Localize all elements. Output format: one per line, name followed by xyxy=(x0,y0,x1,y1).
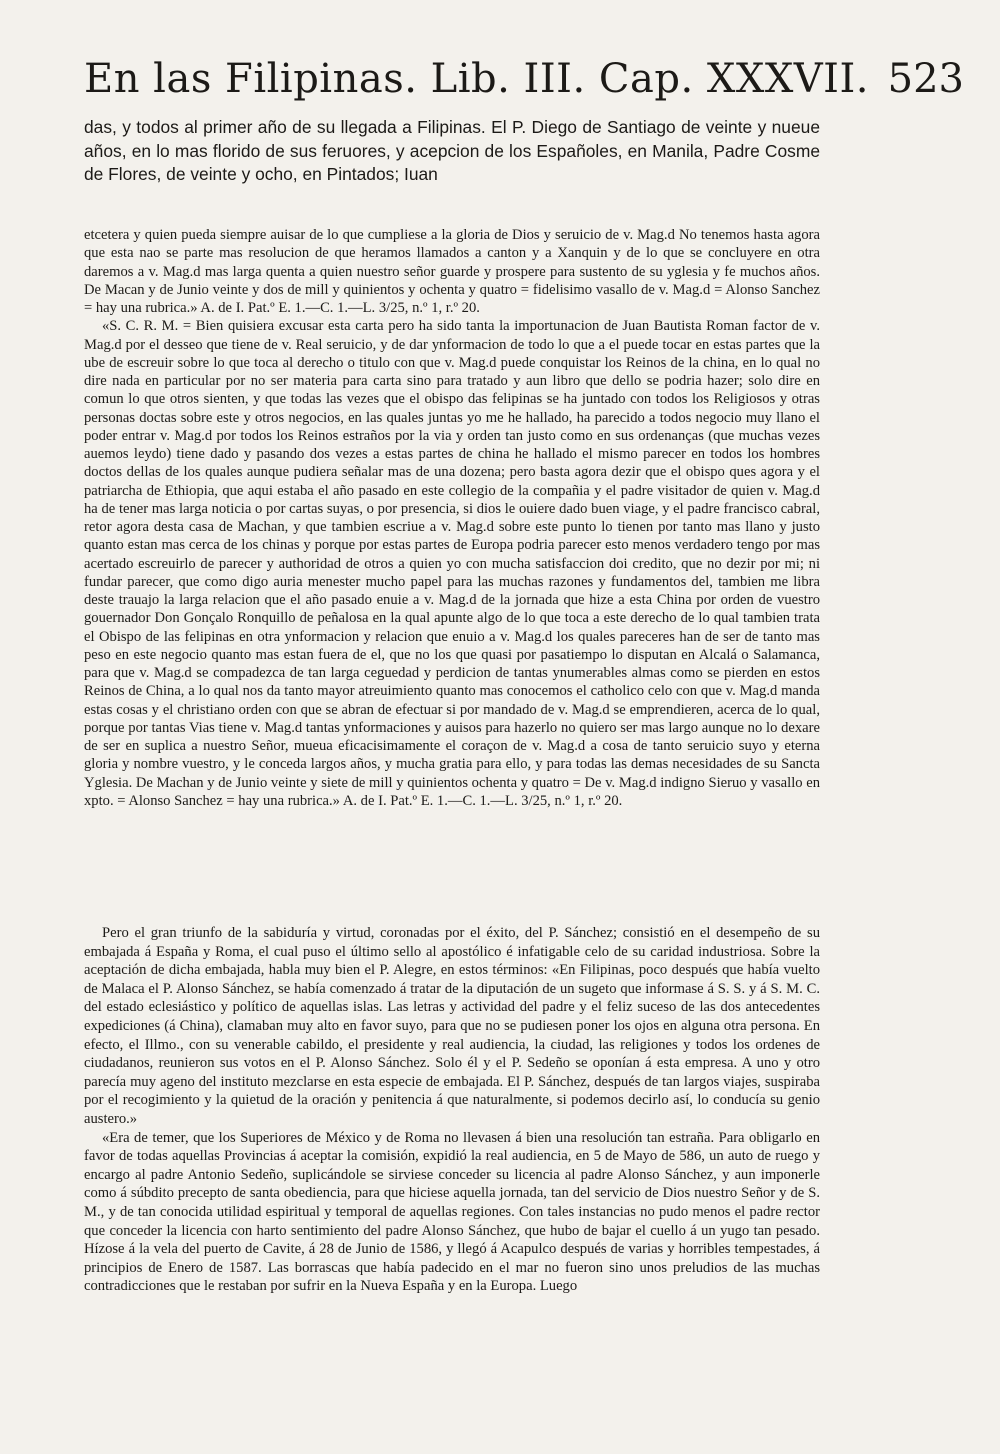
letter-paragraph: etcetera y quien pueda siempre auisar de lo que cumpliese a la gloria de Dios y seruicio de v. Mag.d No tenemos hasta agora que esta nao se parte mas resolucion de que heramos llamados a canton y a Xanquin y de lo que se concluyere en otra daremos a v. Mag.d mas larga quenta a quien nuestro señor guarde y prospere para sustento de su yglesia y fe muchos años. De Macan y de Junio veinte y dos de mill y quinientos y ochenta y quatro = fidelisimo vasallo de v. Mag.d = Alonso Sanchez = hay una rubrica.» A. de I. Pat.º E. 1.—C. 1.—L. 3/25, n.º 1, r.º 20. xyxy=(84,227,820,316)
commentary-block xyxy=(84,924,820,1296)
body-text-block xyxy=(84,116,820,187)
body-paragraph: das, y todos al primer año de su llegada a Filipinas. El P. Diego de Santiago de veinte y nueue años, en lo mas florido de sus feruores, y acepcion de los Españoles, en Manila, Padre Cosme de Flores, de veinte y ocho, en Pintados; Iuan xyxy=(84,117,820,185)
letter-paragraph: «S. C. R. M. = Bien quisiera excusar esta carta pero ha sido tanta la importunacion de Juan Bautista Roman factor de v. Mag.d por el desseo que tiene de v. Real seruicio, y de dar ynformacion de todo lo que a el puede tocar en estas partes que la ube de escreuir sobre lo que toca al derecho o titulo con que v. Mag.d puede conquistar los Reinos de la china, en lo qual no dire nada en particular por no ser materia para carta sino para tratado y aun libro que dello se podria hazer; solo dire en comun lo que otros sienten, y que todas las vezes que el obispo das felipinas se ha juntado con todos los Religiosos y otras personas doctas sobre este y otros negocios, en las quales juntas yo me he hallado, ha parecido a todos negocio muy llano el poder entrar v. Mag.d por todos los Reinos estraños por la via y orden tan justo como en sus ordenanças (que muchas vezes auemos leydo) tiene dado y pasando dos vezes a estas partes de china he hallado el mismo parecer en todos los hombres doctos dellas de los quales aunque pudiera señalar mas de una dozena; pero basta agora dezir que el obispo ques agora y el patriarcha de Ethiopia, que aqui estaba el año pasado en este collegio de la compañia y el padre visitador de quien v. Mag.d ha de tener mas larga noticia o por cartas suyas, o por presencia, si dios le ouiere dado buen viage, y el padre francisco cabral, retor agora desta casa de Machan, y que tambien escriue a v. Mag.d sobre este punto lo tienen por tanto mas llano y justo quanto estan mas cerca de los chinas y porque por estas partes de Europa podria parecer esto menos verdadero tengo por mas acertado escreuirlo de parecer y authoridad de otros a quien yo con mucha satisfaccion doi credito, que no dezir por mi; ni fundar parecer, que como digo auria menester mucho papel para las muchas razones y fundamentos del, tambien me libra deste trauajo la larga relacion que el año pasado enuie a v. Mag.d de la jornada que hize a esta China por orden de vuestro gouernador Don Gonçalo Ronquillo de peñalosa en la qual apunte algo de lo que toca a este derecho de lo qual tambien trata el Obispo de las felipinas en otra ynformacion y relacion que enuio a v. Mag.d los quales pareceres han de ser de tanto mas peso en este negocio quanto mas estan fuera de el, que no los que quasi por pasatiempo lo disputan en Alcalá o Salamanca, para que v. Mag.d se compadezca de tan larga ceguedad y perdicion de tantas ynumerables almas como se pierden en estos Reinos de China, a lo qual nos da tanto mayor atreuimiento quanto mas conocemos el catholico celo con que v. Mag.d manda estas cosas y el christiano orden con que se abran de efectuar si por mandado de v. Mag.d se emprendieren, acerca de lo qual, porque por tantas Vias tiene v. Mag.d tantas ynformaciones y auisos para hazerlo no quiero ser mas largo aunque no lo dexare de ser en suplica a nuestro Señor, mueua eficacisimamente el coraçon de v. Mag.d a cosa de tanto seruicio suyo y eterna gloria y nombre vuestro, y le conceda largos años, y mucha gratia para ello, y para todas las demas necesidades de su Sancta Yglesia. De Machan y de Junio veinte y siete de mill y quinientos ochenta y quatro = De v. Mag.d indigno Sieruo y vasallo en xpto. = Alonso Sanchez = hay una rubrica.» A. de I. Pat.º E. 1.—C. 1.—L. 3/25, n.º 1, r.º 20. xyxy=(84,318,820,809)
commentary-paragraph: «Era de temer, que los Superiores de México y de Roma no llevasen á bien una resolución tan estraña. Para obligarlo en favor de todas aquellas Provincias á aceptar la comisión, expidió la real audiencia, en 5 de Mayo de 586, un auto de ruego y encargo al padre Antonio Sedeño, suplicándole se sirviese conceder su licencia al padre Alonso Sánchez, y aun imponerle como á súbdito precepto de santa obediencia, para que hiciese aquella jornada, tan del servicio de Dios nuestro Señor y de S. M., y de tan conocida utilidad espiritual y temporal de aquellas regiones. Con tales instancias no pudo menos el padre rector que conceder la licencia con harto sentimiento del padre Alonso Sánchez, que hubo de bajar el cuello á un yugo tan pesado. Hízose á la vela del puerto de Cavite, á 28 de Junio de 1586, y llegó á Acapulco después de varias y horribles tempestades, á principios de Enero de 1587. Las borrascas que había padecido en el mar no fueron sino unos preludios de las muchas contradicciones que le restaban por sufrir en la Nueva España y en la Europa. Luego xyxy=(84,1129,820,1295)
quoted-letters-block xyxy=(84,226,820,810)
running-title: En las Filipinas. Lib. III. Cap. XXXVII. xyxy=(84,56,869,102)
commentary-paragraph: Pero el gran triunfo de la sabiduría y virtud, coronadas por el éxito, del P. Sánchez; consistió en el desempeño de su embajada á España y Roma, el cual puso el último sello al apostólico é infatigable celo de su caridad industriosa. Sobre la aceptación de dicha embajada, habla muy bien el P. Alegre, en estos términos: «En Filipinas, poco después que había vuelto de Malaca el P. Alonso Sánchez, se había comenzado á tratar de la diputación de un sugeto que informase á S. S. y á S. M. C. del estado eclesiástico y político de aquellas islas. Las letras y actividad del padre y el feliz suceso de las dos antecedentes expediciones (á China), clamaban muy alto en favor suyo, para que no se pudiesen poner los ojos en alguna otra persona. En efecto, el Illmo., con su venerable cabildo, el presidente y real audiencia, la ciudad, las religiones y todos los ordenes de ciudadanos, reunieron sus votos en el P. Alonso Sánchez. Solo él y el P. Sedeño se oponían á esta empresa. A uno y otro parecía muy ageno del instituto mezclarse en esta especie de embajada. El P. Sánchez, después de tan largos viajes, suspiraba por el recogimiento y la quietud de la oración y penitencia á que naturalmente, si podemos decirlo así, lo conducía su genio austero.» xyxy=(84,925,820,1127)
page-header xyxy=(84,54,964,114)
page-number: 523 xyxy=(887,56,964,102)
